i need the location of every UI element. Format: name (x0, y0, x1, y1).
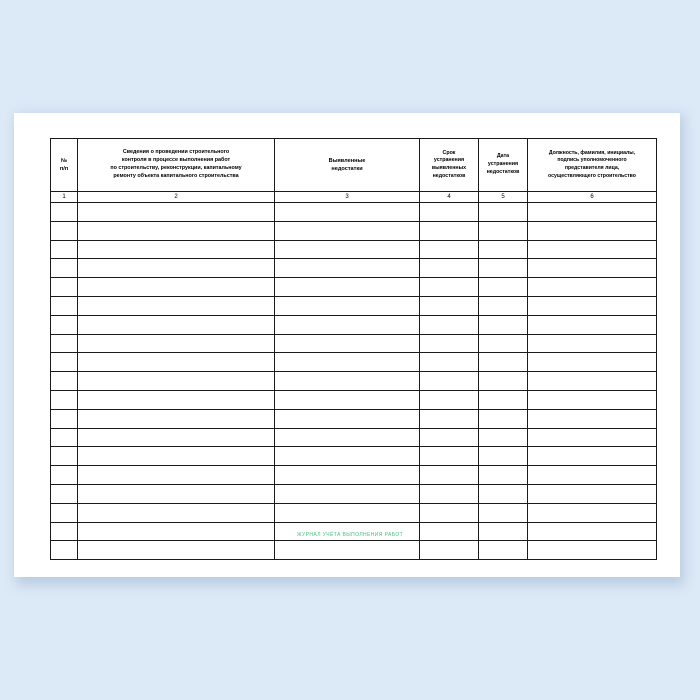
table-row[interactable] (51, 428, 657, 447)
watermark-text: ЖУРНАЛ УЧЁТА ВЫПОЛНЕНИЯ РАБОТ (296, 532, 404, 538)
table-cell[interactable] (420, 296, 479, 315)
table-cell[interactable] (51, 390, 78, 409)
table-cell[interactable] (420, 390, 479, 409)
table-row[interactable] (51, 221, 657, 240)
table-row[interactable] (51, 522, 657, 541)
table-cell[interactable] (275, 240, 420, 259)
table-row[interactable] (51, 240, 657, 259)
table-cell[interactable] (78, 372, 275, 391)
table-cell[interactable] (275, 428, 420, 447)
table-cell[interactable] (51, 203, 78, 222)
table-cell[interactable] (528, 466, 657, 485)
table-cell[interactable] (479, 466, 528, 485)
table-cell[interactable] (479, 315, 528, 334)
table-cell[interactable] (420, 428, 479, 447)
table-cell[interactable] (51, 334, 78, 353)
column-number-2: 2 (78, 192, 275, 203)
header-row (51, 139, 657, 192)
table-cell[interactable] (78, 259, 275, 278)
table-cell[interactable] (78, 428, 275, 447)
column-number-1: 1 (51, 192, 78, 203)
table-cell[interactable] (51, 428, 78, 447)
document-page (14, 113, 680, 577)
table-cell[interactable] (78, 409, 275, 428)
table-cell[interactable] (51, 315, 78, 334)
table-cell[interactable] (78, 503, 275, 522)
table-cell[interactable] (51, 221, 78, 240)
table-cell[interactable] (51, 409, 78, 428)
table-cell[interactable] (420, 447, 479, 466)
table-cell[interactable] (479, 390, 528, 409)
table-cell[interactable] (78, 484, 275, 503)
table-cell[interactable] (528, 484, 657, 503)
table-cell[interactable] (420, 353, 479, 372)
table-row[interactable] (51, 409, 657, 428)
table-cell[interactable] (479, 409, 528, 428)
table-cell[interactable] (51, 541, 78, 560)
table-cell[interactable] (51, 259, 78, 278)
table-cell[interactable] (528, 240, 657, 259)
column-number-4: 4 (420, 192, 479, 203)
table-cell[interactable] (51, 466, 78, 485)
table-cell[interactable] (78, 296, 275, 315)
table-cell[interactable] (479, 203, 528, 222)
table-cell[interactable] (78, 353, 275, 372)
column-header-representative: Должность, фамилия, инициалы, подпись уполномоченного представителя лица, осуществляющего строительство (528, 139, 657, 192)
column-header-defects: Выявленные недостатки (275, 139, 420, 192)
table-row[interactable] (51, 296, 657, 315)
column-header-control-info: Сведения о проведении строительного контроля в процессе выполнения работ по строительству, реконструкции, капитальному ремонту объекта капитального строительства (78, 139, 275, 192)
table-cell[interactable] (78, 466, 275, 485)
table-cell[interactable] (420, 484, 479, 503)
table-cell[interactable] (275, 203, 420, 222)
table-cell[interactable] (528, 278, 657, 297)
table-cell[interactable] (479, 541, 528, 560)
table-cell[interactable] (78, 522, 275, 541)
table-row[interactable] (51, 541, 657, 560)
table-cell[interactable] (275, 315, 420, 334)
table-cell[interactable] (528, 221, 657, 240)
table-cell[interactable] (420, 334, 479, 353)
table-cell[interactable] (479, 259, 528, 278)
column-number-3: 3 (275, 192, 420, 203)
table-cell[interactable] (275, 390, 420, 409)
table-cell[interactable] (78, 390, 275, 409)
table-cell[interactable] (51, 278, 78, 297)
table-cell[interactable] (528, 259, 657, 278)
table-cell[interactable] (78, 278, 275, 297)
table-cell[interactable] (275, 353, 420, 372)
table-cell[interactable] (479, 428, 528, 447)
table-cell[interactable] (479, 221, 528, 240)
table-cell[interactable] (275, 541, 420, 560)
table-cell[interactable] (528, 390, 657, 409)
table-cell[interactable] (479, 522, 528, 541)
table-cell[interactable] (528, 541, 657, 560)
table-cell[interactable] (78, 334, 275, 353)
table-cell[interactable] (275, 409, 420, 428)
table-cell[interactable] (51, 372, 78, 391)
table-row[interactable] (51, 203, 657, 222)
table-row[interactable] (51, 315, 657, 334)
table-row[interactable] (51, 503, 657, 522)
table-cell[interactable] (420, 203, 479, 222)
table-row[interactable] (51, 372, 657, 391)
table-row[interactable] (51, 259, 657, 278)
table-cell[interactable] (479, 372, 528, 391)
table-cell[interactable] (275, 334, 420, 353)
table-cell[interactable] (420, 541, 479, 560)
table-cell[interactable] (78, 447, 275, 466)
table-cell[interactable] (528, 203, 657, 222)
table-row[interactable] (51, 278, 657, 297)
table-cell[interactable] (479, 447, 528, 466)
table-cell[interactable] (528, 428, 657, 447)
column-number-5: 5 (479, 192, 528, 203)
table-cell[interactable] (528, 409, 657, 428)
table-cell[interactable] (479, 484, 528, 503)
journal-table (50, 138, 657, 560)
table-row[interactable] (51, 447, 657, 466)
table-cell[interactable] (420, 503, 479, 522)
table-cell[interactable] (275, 296, 420, 315)
table-cell[interactable] (479, 353, 528, 372)
table-cell[interactable] (528, 447, 657, 466)
table-cell[interactable] (528, 503, 657, 522)
table-row[interactable] (51, 390, 657, 409)
column-header-number: № п/п (51, 139, 78, 192)
table-cell[interactable] (51, 522, 78, 541)
table-row[interactable] (51, 353, 657, 372)
table-cell[interactable] (78, 541, 275, 560)
table-cell[interactable] (51, 484, 78, 503)
table-cell[interactable] (78, 240, 275, 259)
table-cell[interactable] (479, 334, 528, 353)
table-cell[interactable] (51, 503, 78, 522)
table-body (51, 203, 657, 560)
journal-sheet (50, 138, 650, 560)
table-cell[interactable] (420, 409, 479, 428)
table-cell[interactable] (275, 466, 420, 485)
column-header-fix-date: Дата устранения недостатков (479, 139, 528, 192)
table-cell[interactable] (420, 240, 479, 259)
table-cell[interactable] (420, 522, 479, 541)
column-header-fix-deadline: Срок устранения выявленных недостатков (420, 139, 479, 192)
table-cell[interactable] (479, 503, 528, 522)
table-cell[interactable] (275, 503, 420, 522)
table-cell[interactable] (51, 296, 78, 315)
column-number-6: 6 (528, 192, 657, 203)
table-cell[interactable] (420, 278, 479, 297)
table-cell[interactable] (275, 447, 420, 466)
table-cell[interactable] (528, 315, 657, 334)
table-cell[interactable] (78, 315, 275, 334)
table-cell[interactable] (51, 353, 78, 372)
column-number-row (51, 192, 657, 203)
table-row[interactable] (51, 484, 657, 503)
table-cell[interactable] (420, 221, 479, 240)
table-cell[interactable] (275, 484, 420, 503)
table-cell[interactable] (420, 466, 479, 485)
table-row[interactable] (51, 466, 657, 485)
table-cell[interactable] (420, 315, 479, 334)
table-cell[interactable] (420, 259, 479, 278)
table-cell[interactable] (528, 334, 657, 353)
table-cell[interactable] (275, 259, 420, 278)
table-cell[interactable] (275, 221, 420, 240)
table-cell[interactable] (528, 296, 657, 315)
table-row[interactable] (51, 334, 657, 353)
table-cell[interactable] (275, 372, 420, 391)
table-cell[interactable] (78, 221, 275, 240)
table-cell[interactable] (420, 372, 479, 391)
table-cell[interactable] (51, 240, 78, 259)
table-cell[interactable] (528, 522, 657, 541)
table-cell[interactable] (528, 372, 657, 391)
table-cell[interactable] (275, 278, 420, 297)
table-cell[interactable] (275, 522, 420, 541)
table-cell[interactable] (479, 278, 528, 297)
table-header (51, 139, 657, 203)
table-cell[interactable] (528, 353, 657, 372)
table-cell[interactable] (51, 447, 78, 466)
table-cell[interactable] (479, 296, 528, 315)
table-cell[interactable] (479, 240, 528, 259)
table-cell[interactable] (78, 203, 275, 222)
